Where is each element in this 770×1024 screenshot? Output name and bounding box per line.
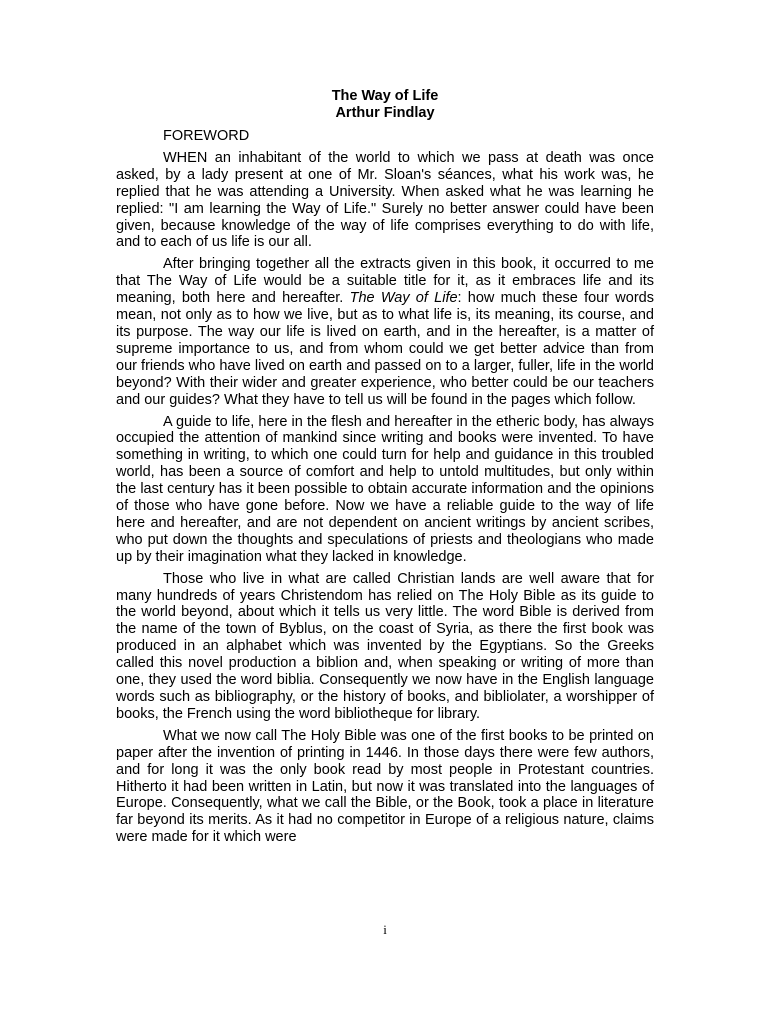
paragraph-3: A guide to life, here in the flesh and hereafter in the etheric body, has always occupied the attention of mankind since writing and books were invented. To have something in writing, to which one could turn for help and guidance in this troubled world, has been a source of comfort and help to untold multitudes, but only within the last century has it been possible to obtain accurate information and the opinions of those who have gone before. Now we have a reliable guide to the way of life here and hereafter, and are not dependent on ancient writings by ancient scribes, who put down the thoughts and speculations of priests and theologians who made up by their imagination what they lacked in knowledge. — [116, 413, 654, 565]
document-title: The Way of Life — [331, 88, 439, 104]
paragraph-2-text-start: After bringing together all the extracts given in this book, it occurred to me that The Way of Life would be a suitable title for it, as it embraces life and its meaning, both here and hereafter. — [116, 256, 654, 307]
paragraph-4: Those who live in what are called Christian lands are well aware that for many hundreds of years Christendom has relied on The Holy Bible as its guide to the world beyond, about which it tells us very little. The word Bible is derived from the name of the town of Byblus, on the coast of Syria, as there the first book was produced in an alphabet which was invented by the Egyptians. So the Greeks called this novel production a biblion and, when speaking or writing of more than one, they used the word biblia. Consequently we now have in the English language words such as bibliography, or the history of books, and bibliolater, a worshipper of books, the French using the word bibliotheque for library. — [116, 570, 654, 722]
document-author: Arthur Findlay — [335, 105, 435, 121]
document-body — [116, 128, 654, 851]
section-heading: FOREWORD — [163, 128, 250, 144]
paragraph-2 — [116, 256, 654, 408]
title-block — [116, 88, 654, 122]
paragraph-2-text-end: : how much these four words mean, not only as to how we live, but as to what life is, its meaning, its course, and its purpose. The way our life is lived on earth, and in the hereafter, is a matter of supreme importance to us, and from whom could we get better advice than from our friends who have lived on earth and passed on to a larger, fuller, life in the world beyond? With their wider and greater experience, who better could be our teachers and our guides? What they have to tell us will be found in the pages which follow. — [116, 290, 654, 408]
paragraph-5: What we now call The Holy Bible was one of the first books to be printed on paper after the invention of printing in 1446. In those days there were few authors, and for long it was the only book read by most people in Protestant countries. Hitherto it had been written in Latin, but now it was translated into the languages of Europe. Consequently, what we call the Bible, or the Book, took a place in literature far beyond its merits. As it had no competitor in Europe of a religious nature, claims were made for it which were — [116, 727, 654, 846]
paragraph-1: WHEN an inhabitant of the world to which we pass at death was once asked, by a lady present at one of Mr. Sloan's séances, what his work was, he replied that he was attending a University. When asked what he was learning he replied: "I am learning the Way of Life." Surely no better answer could have been given, because knowledge of the way of life comprises everything to do with life, and to each of us life is our all. — [116, 149, 654, 251]
book-title-italic: The Way of Life — [349, 290, 458, 307]
page-number: i — [383, 922, 387, 937]
